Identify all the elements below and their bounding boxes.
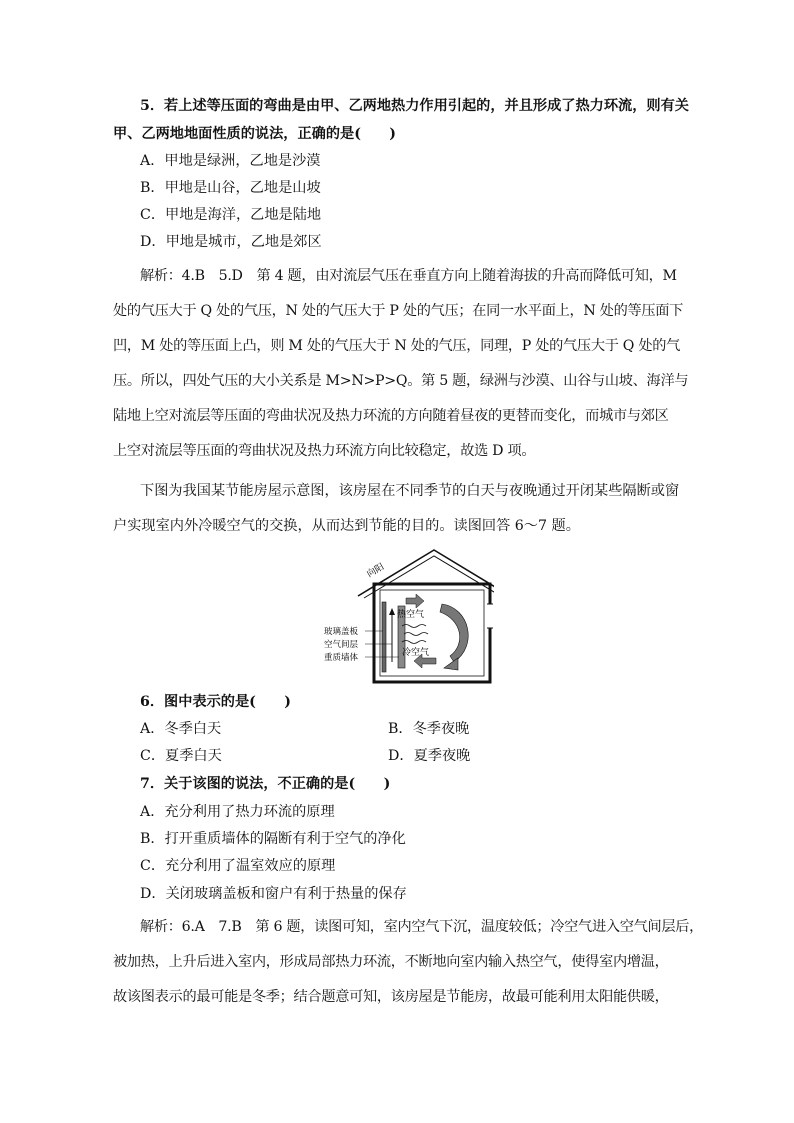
q5-stem-line-2: 甲、乙两地地面性质的说法，正确的是( ) [113,126,396,142]
analysis1-line-2: 处的气压大于 Q 处的气压，N 处的气压大于 P 处的气压；在同一水平面上，N 处的等压面下 [113,303,684,319]
q5-option-d: D．甲地是城市，乙地是郊区 [140,234,322,250]
cold-air-label: 冷空气 [402,648,430,658]
q7-option-c: C．充分利用了温室效应的原理 [140,858,336,874]
q6-option-b: B．冬季夜晚 [388,721,470,737]
house-outer-wall [374,584,490,682]
analysis1-line-3: 凹，M 处的等压面上凸，则 M 处的气压大于 N 处的气压，同理，P 处的气压大于 Q 处的气 [113,338,681,354]
heat-wave-3 [402,641,426,644]
q5-option-b: B．甲地是山谷，乙地是山坡 [140,180,321,196]
roof-inner-line [364,556,494,598]
analysis1-line-1: 解析：4.B 5.D 第 4 题，由对流层气压在垂直方向上随着海拔的升高而降低可知，M [140,268,677,284]
glass-cover-label: 玻璃盖板 [324,627,359,637]
analysis2-line-1: 解析：6.A 7.B 第 6 题，读图可知，室内空气下沉，温度较低；冷空气进入空气间层后， [140,919,704,935]
circulation-arrow-icon [440,604,468,662]
analysis1-line-4: 压。所以，四处气压的大小关系是 M>N>P>Q。第 5 题，绿洲与沙漠、山谷与山坡、海洋与 [113,373,689,389]
intro-line-1: 下图为我国某节能房屋示意图，该房屋在不同季节的白天与夜晚通过开闭某些隔断或窗 [140,483,680,499]
energy-saving-house-diagram [318,546,494,686]
glass-cover-bar [382,602,386,672]
air-layer-label: 空气间层 [324,640,359,650]
circulation-arrow-head [444,658,458,670]
analysis2-line-3: 故该图表示的最可能是冬季；结合题意可知，该房屋是节能房，故最可能利用太阳能供暖， [113,989,669,1005]
q7-option-b: B．打开重质墙体的隔断有利于空气的净化 [140,831,406,847]
q6-option-d: D．夏季夜晚 [388,748,471,764]
heat-wave-2 [404,633,428,636]
q5-stem-line-1: 5．若上述等压面的弯曲是由甲、乙两地热力作用引起的，并且形成了热力环流，则有关 [140,98,689,114]
analysis1-line-6: 上空对流层等压面的弯曲状况及热力环流方向比较稳定，故选 D 项。 [113,443,536,459]
hot-air-label: 热空气 [397,610,425,620]
q7-option-a: A．充分利用了热力环流的原理 [140,804,335,820]
q5-option-a: A．甲地是绿洲，乙地是沙漠 [140,153,321,169]
q7-option-d: D．关闭玻璃盖板和窗户有利于热量的保存 [140,886,407,902]
hot-air-arrow-icon [406,594,424,608]
intro-line-2: 户实现室内外冷暖空气的交换，从而达到节能的目的。读图回答 6～7 题。 [113,518,580,534]
q6-option-c: C．夏季白天 [140,748,222,764]
q7-stem: 7．关于该图的说法，不正确的是( ) [140,776,391,792]
q6-option-a: A．冬季白天 [140,721,222,737]
analysis1-line-5: 陆地上空对流层等压面的弯曲状况及热力环流的方向随着昼夜的更替而变化，而城市与郊区 [113,408,669,424]
air-up-arrow-head [389,608,395,615]
heat-wave-1 [402,625,426,628]
q6-stem: 6．图中表示的是( ) [140,694,291,710]
heavy-wall-label: 重质墙体 [324,653,359,663]
q5-option-c: C．甲地是海洋，乙地是陆地 [140,207,322,223]
analysis2-line-2: 被加热，上升后进入室内，形成局部热力环流，不断地向室内输入热空气，使得室内增温， [113,954,669,970]
roof-label: 向阳 [365,562,387,580]
